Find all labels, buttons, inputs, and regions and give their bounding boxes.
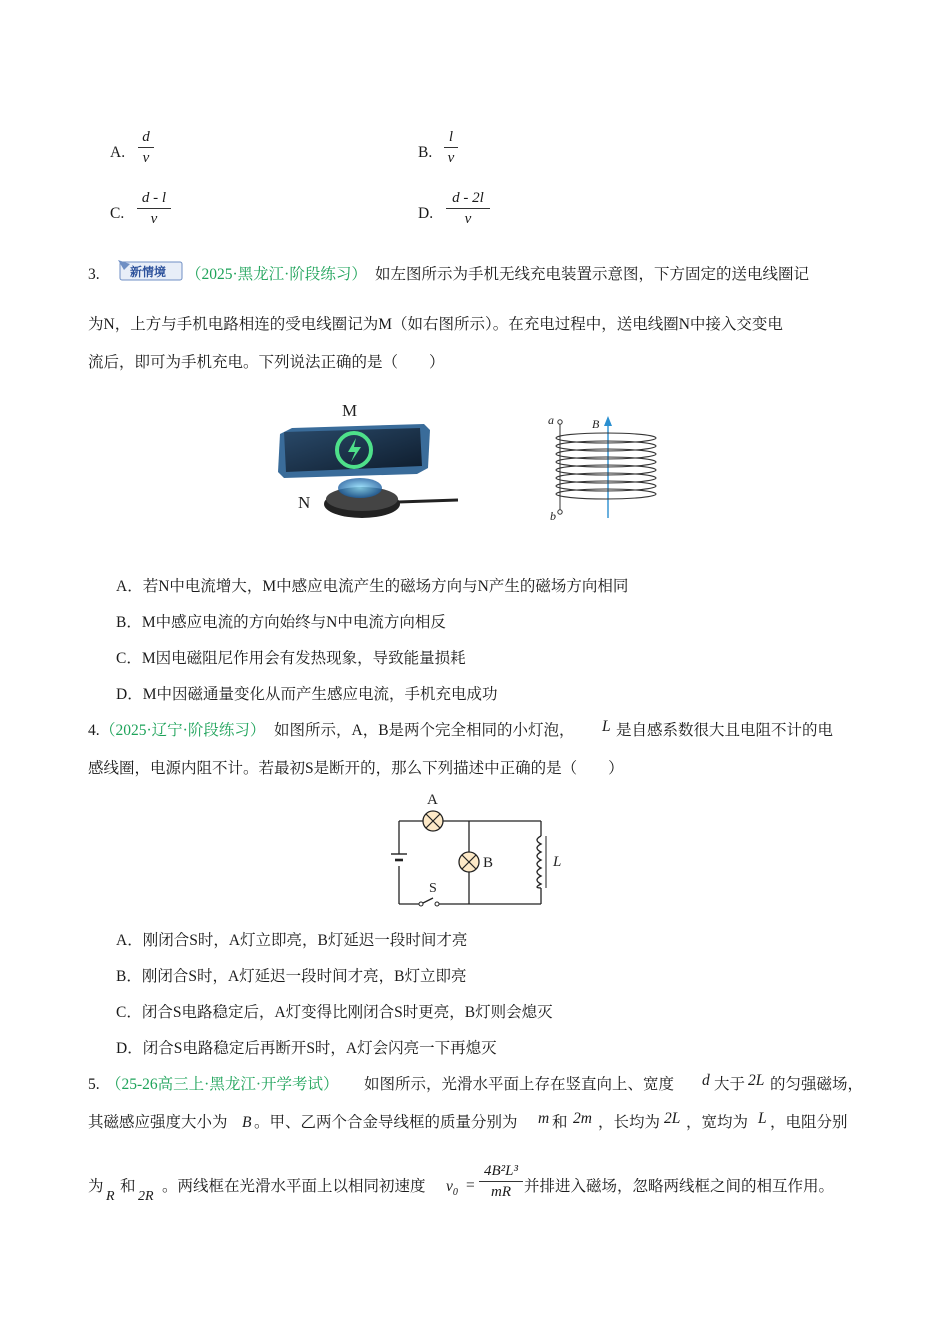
svg-text:新情境: 新情境 bbox=[130, 265, 167, 279]
question-4-number: 4. bbox=[88, 722, 100, 739]
question-5-number: 5. bbox=[88, 1076, 100, 1093]
option-d-fraction bbox=[446, 189, 490, 228]
question-3-number: 3. bbox=[88, 266, 100, 283]
coil-label-field: B bbox=[592, 417, 600, 431]
option-c-numerator: d - l bbox=[141, 190, 167, 206]
question-4-option-a: A．刚闭合S时，A灯立即亮，B灯延迟一段时间才亮 bbox=[116, 932, 468, 949]
question-5-line-1c: 的匀强磁场， bbox=[770, 1076, 864, 1093]
question-5-line-1b: 大于 bbox=[714, 1076, 746, 1093]
question-5-line-2e: ，宽均为 bbox=[686, 1114, 749, 1131]
question-5-line-3a: 为 bbox=[88, 1178, 104, 1195]
inductor-label: L bbox=[553, 854, 562, 870]
question-5-line-1a: 如图所示，光滑水平面上存在竖直向上、宽度 bbox=[364, 1076, 675, 1093]
resistance-symbol-r: R bbox=[106, 1189, 115, 1204]
question-5-line-3c: 。两线框在光滑水平面上以相同初速度 bbox=[162, 1178, 426, 1195]
question-3-line-3: 流后，即可为手机充电。下列说法正确的是（ ） bbox=[88, 354, 445, 371]
option-b-numerator: l bbox=[448, 129, 454, 145]
width-symbol-d: d bbox=[702, 1072, 710, 1089]
question-4-line-1b: 是自感系数很大且电阻不计的电 bbox=[616, 722, 834, 739]
length-symbol-2l: 2L bbox=[664, 1110, 681, 1127]
mass-symbol-m: m bbox=[538, 1110, 550, 1127]
coil-label-a: a bbox=[548, 413, 554, 427]
label-m: M bbox=[342, 401, 358, 420]
question-5-line-2f: ，电阻分别 bbox=[770, 1114, 848, 1131]
question-5-source: （25-26高三上·黑龙江·开学考试） bbox=[106, 1076, 339, 1093]
option-d-denominator: v bbox=[464, 211, 472, 227]
option-a-fraction bbox=[138, 128, 154, 167]
option-a-numerator: d bbox=[142, 129, 150, 145]
question-3-option-c: C．M因电磁阻尼作用会有发热现象，导致能量损耗 bbox=[116, 650, 466, 667]
width-symbol-2l: 2L bbox=[748, 1072, 765, 1089]
velocity-fraction bbox=[479, 1162, 523, 1201]
option-c-denominator: v bbox=[150, 211, 158, 227]
question-3-option-a: A．若N中电流增大，M中感应电流产生的磁场方向与N产生的磁场方向相同 bbox=[116, 578, 629, 595]
coil-label-b: b bbox=[550, 509, 556, 523]
resistance-symbol-2r: 2R bbox=[138, 1189, 154, 1204]
lamp-b-label: B bbox=[483, 855, 494, 871]
new-context-badge bbox=[116, 258, 184, 280]
question-5-line-3b: 和 bbox=[120, 1178, 136, 1195]
coil-figure bbox=[542, 410, 662, 526]
option-d-label: D. bbox=[418, 205, 434, 222]
velocity-denominator: mR bbox=[491, 1184, 511, 1200]
question-3-line-1: 如左图所示为手机无线充电装置示意图，下方固定的送电线圈记 bbox=[375, 266, 810, 283]
option-c-label: C. bbox=[110, 205, 125, 222]
velocity-numerator: 4B²L³ bbox=[484, 1163, 518, 1179]
question-3-option-b: B．M中感应电流的方向始终与N中电流方向相反 bbox=[116, 614, 446, 631]
question-4-inductor-symbol: L bbox=[602, 718, 611, 735]
equals-sign: = bbox=[466, 1177, 475, 1194]
label-n: N bbox=[298, 493, 311, 512]
mass-symbol-2m: 2m bbox=[573, 1110, 592, 1127]
question-4-line-1a: 如图所示，A，B是两个完全相同的小灯泡， bbox=[274, 722, 575, 739]
question-4-line-2: 感线圈，电源内阻不计。若最初S是断开的，那么下列描述中正确的是（ ） bbox=[88, 760, 624, 777]
field-symbol-b: B bbox=[242, 1114, 252, 1131]
question-5-line-2b: 。甲、乙两个合金导线框的质量分别为 bbox=[254, 1114, 518, 1131]
lamp-a-label: A bbox=[427, 792, 438, 808]
question-5-line-2c: 和 bbox=[552, 1114, 568, 1131]
question-4-option-b: B．刚闭合S时，A灯延迟一段时间才亮，B灯立即亮 bbox=[116, 968, 467, 985]
option-b-fraction bbox=[444, 128, 458, 167]
option-c-fraction bbox=[137, 189, 171, 228]
question-3-line-2: 为N，上方与手机电路相连的受电线圈记为M（如右图所示）。在充电过程中，送电线圈N中接入交变电 bbox=[88, 316, 783, 333]
velocity-symbol: $v_0$ bbox=[446, 1178, 458, 1199]
option-b-denominator: v bbox=[447, 150, 455, 166]
question-3-source: （2025·黑龙江·阶段练习） bbox=[186, 266, 367, 283]
option-a-label: A. bbox=[110, 144, 126, 161]
question-5-line-3d: 并排进入磁场，忽略两线框之间的相互作用。 bbox=[524, 1178, 835, 1195]
option-b-label: B. bbox=[418, 144, 433, 161]
wireless-charger-figure bbox=[272, 396, 472, 526]
question-3-option-d: D．M中因磁通量变化从而产生感应电流，手机充电成功 bbox=[116, 686, 498, 703]
question-4-option-c: C．闭合S电路稳定后，A灯变得比刚闭合S时更亮，B灯则会熄灭 bbox=[116, 1004, 553, 1021]
question-4-source: （2025·辽宁·阶段练习） bbox=[100, 722, 266, 739]
width-symbol-l: L bbox=[758, 1110, 767, 1127]
option-d-numerator: d - 2l bbox=[452, 190, 484, 206]
switch-label: S bbox=[429, 881, 437, 896]
question-4-option-d: D．闭合S电路稳定后再断开S时，A灯会闪亮一下再熄灭 bbox=[116, 1040, 497, 1057]
circuit-diagram bbox=[385, 788, 575, 912]
option-a-denominator: v bbox=[142, 150, 150, 166]
question-5-line-2d: ，长均为 bbox=[598, 1114, 661, 1131]
question-5-line-2a: 其磁感应强度大小为 bbox=[88, 1114, 228, 1131]
